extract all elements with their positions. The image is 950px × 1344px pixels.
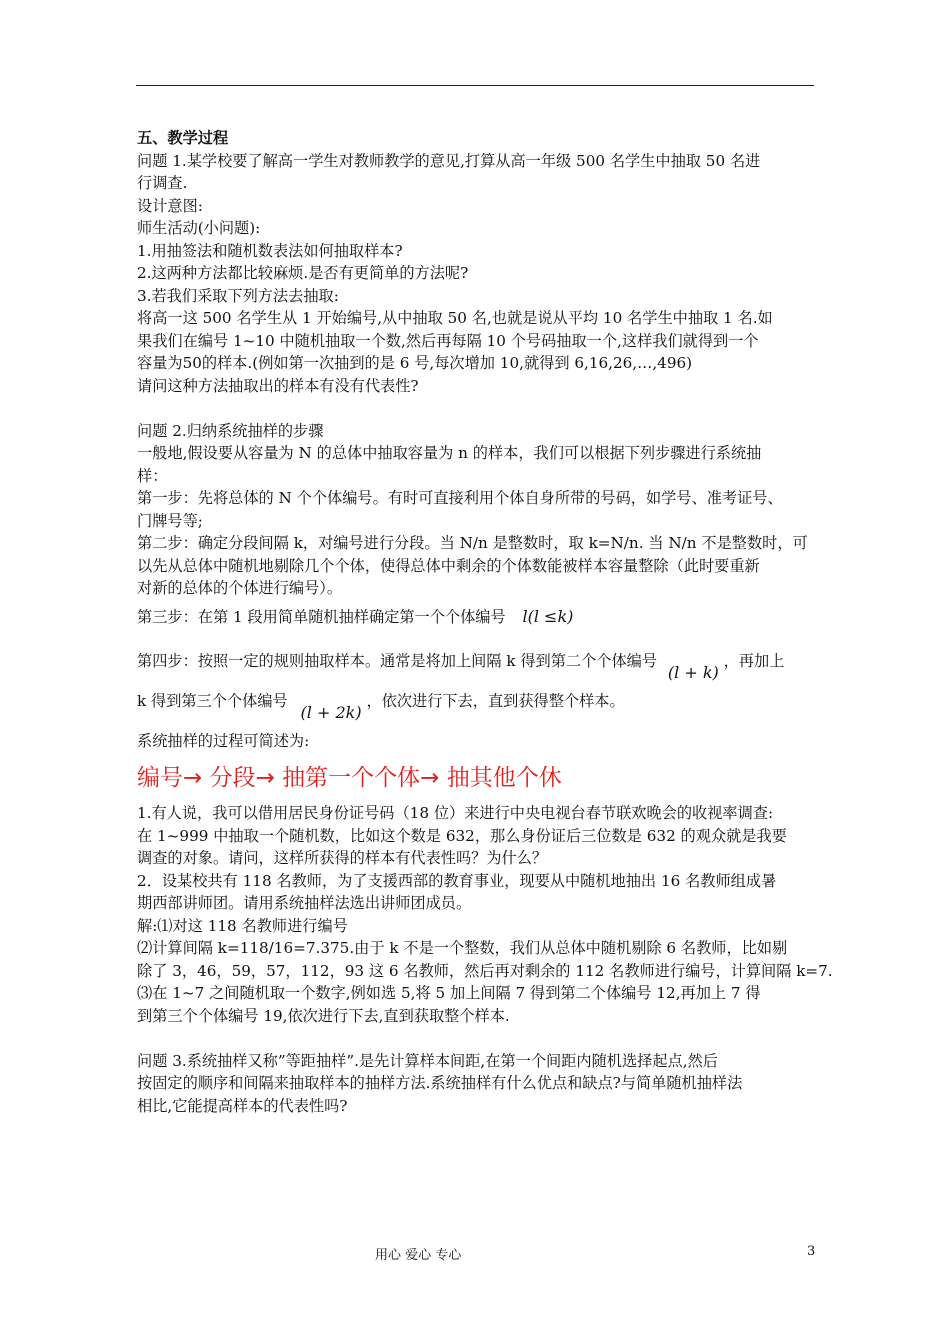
paragraph-line: 容量为50的样本.(例如第一次抽到的是 6 号,每次增加 10,就得到 6,16,26,…,496) — [137, 354, 693, 372]
step3-formula: l(l ≤k) — [522, 606, 574, 626]
paragraph-line: 除了 3，46，59，57，112，93 这 6 名教师，然后再对剩余的 112 名教师进行编号，计算间隔 k=7. — [137, 961, 833, 980]
paragraph-line: 对新的总体的个体进行编号）。 — [137, 579, 343, 597]
paragraph-line: 将高一这 500 名学生从 1 开始编号,从中抽取 50 名,也就是说从平均 10 名学生中抽取 1 名.如 — [137, 309, 773, 327]
paragraph-line: ⑶在 1~7 之间随机取一个数字,例如选 5,将 5 加上间隔 7 得到第二个体编号 12,再加上 7 得 — [137, 984, 761, 1002]
paragraph-line: 1.有人说，我可以借用居民身份证号码（18 位）来进行中央电视台春节联欢晚会的收视率调查: — [137, 804, 774, 822]
paragraph-line: 解:⑴对这 118 名教师进行编号 — [137, 916, 348, 935]
paragraph-line: 请问这种方法抽取出的样本有没有代表性? — [137, 376, 419, 395]
paragraph-line: 在 1~999 中抽取一个随机数，比如这个数是 632，那么身份证后三位数是 632 的观众就是我要 — [137, 826, 787, 845]
paragraph-line: 1.用抽签法和随机数表法如何抽取样本? — [137, 241, 403, 260]
paragraph-line: 期西部讲师团。请用系统抽样法选出讲师团成员。 — [137, 894, 472, 912]
step4-text4: ，依次进行下去，直到获得整个样本。 — [366, 691, 625, 710]
summary-intro: 系统抽样的过程可简述为: — [137, 731, 310, 750]
paragraph-line: 3.若我们采取下列方法去抽取: — [137, 286, 339, 305]
paragraph-line: 行调查. — [137, 174, 188, 192]
section-heading: 五、教学过程 — [137, 129, 229, 147]
step4-text2: ，再加上 — [723, 651, 785, 670]
paragraph-line: 问题 3.系统抽样又称”等距抽样”.是先计算样本间距,在第一个间距内随机选择起点,然后 — [137, 1051, 718, 1070]
page-content — [137, 127, 833, 1117]
paragraph-line: 问题 1.某学校要了解高一学生对教师教学的意见,打算从高一年级 500 名学生中抽取 50 名进 — [137, 151, 761, 170]
footer-motto: 用心 爱心 专心 — [375, 1248, 462, 1263]
paragraph-line: 门牌号等; — [137, 511, 203, 530]
paragraph-line: 按固定的顺序和间隔来抽取样本的抽样方法.系统抽样有什么优点和缺点?与简单随机抽样法 — [137, 1074, 743, 1092]
process-summary: 编号→ 分段→ 抽第一个个体→ 抽其他个休 — [137, 765, 562, 791]
step4-formula1: (l + k) — [667, 662, 719, 682]
paragraph-line: 第二步：确定分段间隔 k，对编号进行分段。当 N/n 是整数时，取 k=N/n. 当 N/n 不是整数时，可 — [137, 534, 808, 552]
paragraph-line: 第一步：先将总体的 N 个个体编号。有时可直接利用个体自身所带的号码，如学号、准考证号、 — [137, 489, 783, 507]
step3-line — [137, 600, 817, 634]
step4-text3: k 得到第三个个体编号 — [137, 691, 288, 710]
header-rule — [136, 85, 814, 86]
paragraph-line: 问题 2.归纳系统抽样的步骤 — [137, 421, 324, 440]
page-number: 3 — [807, 1244, 816, 1259]
paragraph-line: ⑵计算间隔 k=118/16=7.375.由于 k 不是一个整数，我们从总体中随机剔除 6 名教师，比如剔 — [137, 939, 788, 957]
paragraph-line: 到第三个个体编号 19,依次进行下去,直到获取整个样本. — [137, 1006, 510, 1025]
paragraph-line: 以先从总体中随机地剔除几个个体，使得总体中剩余的个体数能被样本容量整除（此时要重新 — [137, 556, 760, 575]
paragraph-line: 一般地,假设要从容量为 N 的总体中抽取容量为 n 的样本，我们可以根据下列步骤进行系统抽 — [137, 444, 762, 462]
paragraph-line: 相比,它能提高样本的代表性吗? — [137, 1096, 348, 1115]
paragraph-line: 调查的对象。请问，这样所获得的样本有代表性吗？为什么？ — [137, 849, 548, 867]
step4-text1: 第四步：按照一定的规则抽取样本。通常是将加上间隔 k 得到第二个个体编号 — [137, 651, 658, 670]
paragraph-line: 师生活动(小问题): — [137, 219, 261, 237]
step4-line2 — [137, 684, 817, 728]
paragraph-line: 2．设某校共有 118 名教师，为了支援西部的教育事业，现要从中随机地抽出 16 名教师组成暑 — [137, 871, 777, 890]
paragraph-line: 果我们在编号 1~10 中随机抽取一个数,然后再每隔 10 个号码抽取一个,这样我们就得到一个 — [137, 331, 759, 350]
paragraph-line: 2.这两种方法都比较麻烦.是否有更简单的方法呢? — [137, 264, 469, 282]
step4-formula2: (l + 2k) — [300, 702, 362, 722]
paragraph-line: 设计意图: — [137, 196, 203, 215]
step3-text: 第三步：在第 1 段用简单随机抽样确定第一个个体编号 — [137, 607, 506, 626]
step4-line1 — [137, 644, 817, 684]
paragraph-line: 样： — [137, 466, 168, 485]
